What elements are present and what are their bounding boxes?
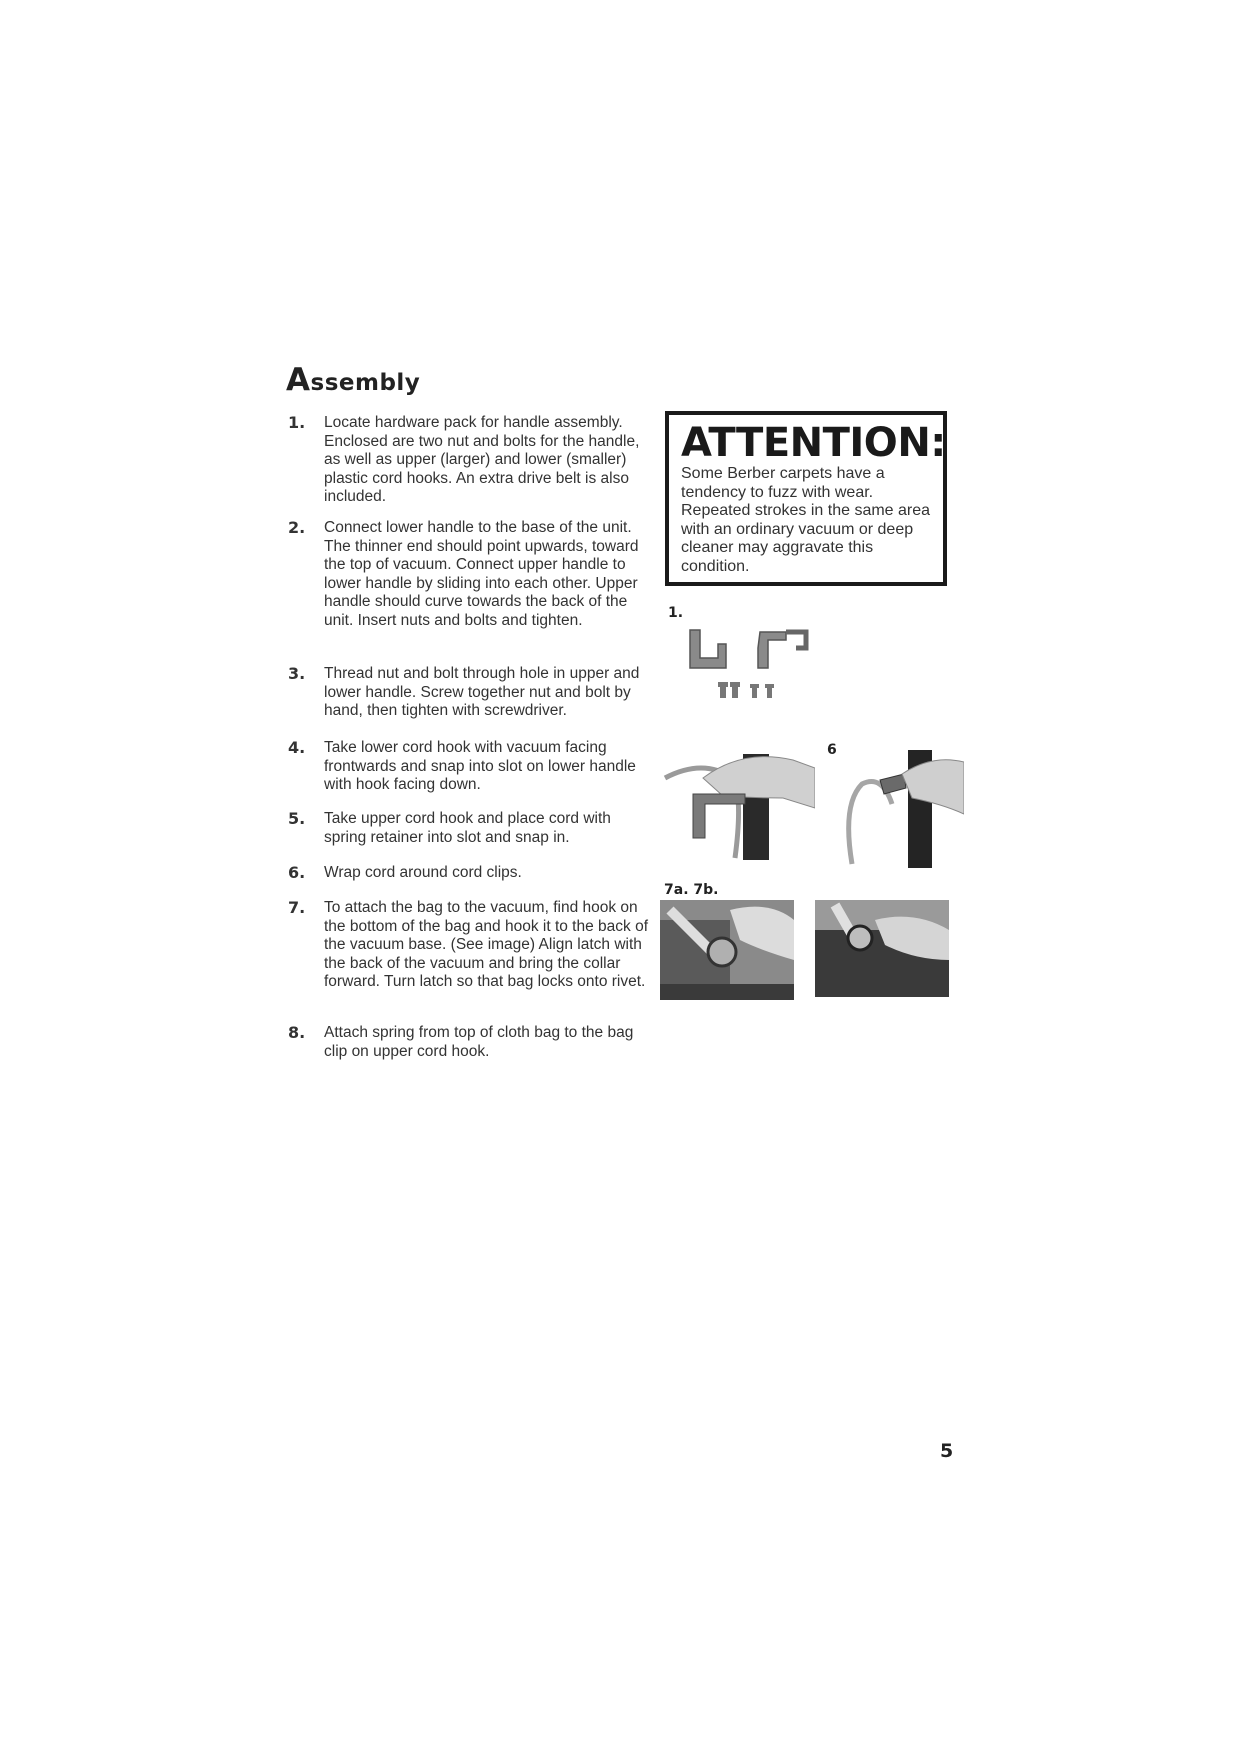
step-number: 1.	[288, 413, 306, 432]
step-7a-image	[660, 900, 794, 1000]
lower-cord-hook-icon	[690, 630, 726, 668]
step-4-image	[663, 738, 815, 860]
bolts-icon	[718, 682, 774, 698]
step-7b-image	[815, 900, 949, 997]
attention-body: Some Berber carpets have a tendency to fuzz with wear. Repeated strokes in the same area with an ordinary vacuum or deep cleaner may aggravate this condition.	[681, 465, 931, 575]
step-number: 7.	[288, 898, 306, 917]
list-item	[288, 739, 650, 795]
step-text: To attach the bag to the vacuum, find hook on the bottom of the bag and hook it to the back of the vacuum base. (See image) Align latch with the back of the vacuum and bring the collar forward. Turn latch so that bag locks onto rivet.	[324, 899, 649, 990]
figure-label-6: 6	[827, 742, 837, 758]
step-text: Take lower cord hook with vacuum facing frontwards and snap into slot on lower handle with hook facing down.	[324, 739, 636, 793]
page-number: 5	[940, 1440, 954, 1462]
step-number: 5.	[288, 809, 306, 828]
step-number: 8.	[288, 1023, 306, 1042]
list-item	[288, 519, 650, 630]
step-text: Connect lower handle to the base of the unit. The thinner end should point upwards, toward the top of vacuum. Connect upper handle to lower handle by sliding into each other. Upper handle should curve towards the back of the unit. Insert nuts and bolts and tighten.	[324, 519, 639, 629]
figure-label-1: 1.	[668, 605, 684, 621]
step-number: 4.	[288, 738, 306, 757]
step-text: Thread nut and bolt through hole in upper and lower handle. Screw together nut and bolt by hand, then tighten with screwdriver.	[324, 665, 640, 719]
step-number: 2.	[288, 518, 306, 537]
step-text: Locate hardware pack for handle assembly. Enclosed are two nut and bolts for the handle, as well as upper (larger) and lower (smaller) plastic cord hooks. An extra drive belt is also included.	[324, 414, 640, 505]
step-6-image	[842, 744, 964, 868]
step-text: Attach spring from top of cloth bag to the bag clip on upper cord hook.	[324, 1024, 634, 1060]
list-item	[288, 414, 650, 507]
list-item	[288, 665, 650, 721]
attention-box	[665, 411, 947, 586]
step-text: Wrap cord around cord clips.	[324, 864, 522, 881]
list-item	[288, 864, 522, 883]
upper-cord-hook-icon	[758, 632, 786, 668]
hardware-pack-image	[678, 620, 828, 705]
page-title: Assembly	[286, 362, 421, 398]
list-item	[288, 899, 650, 992]
attention-heading: ATTENTION:	[681, 420, 946, 466]
step-text: Take upper cord hook and place cord with spring retainer into slot and snap in.	[324, 810, 611, 846]
step-number: 3.	[288, 664, 306, 683]
list-item	[288, 1024, 650, 1061]
list-item	[288, 810, 650, 847]
figure-label-7: 7a. 7b.	[664, 882, 719, 898]
hook-arm	[786, 632, 806, 648]
step-number: 6.	[288, 863, 306, 882]
